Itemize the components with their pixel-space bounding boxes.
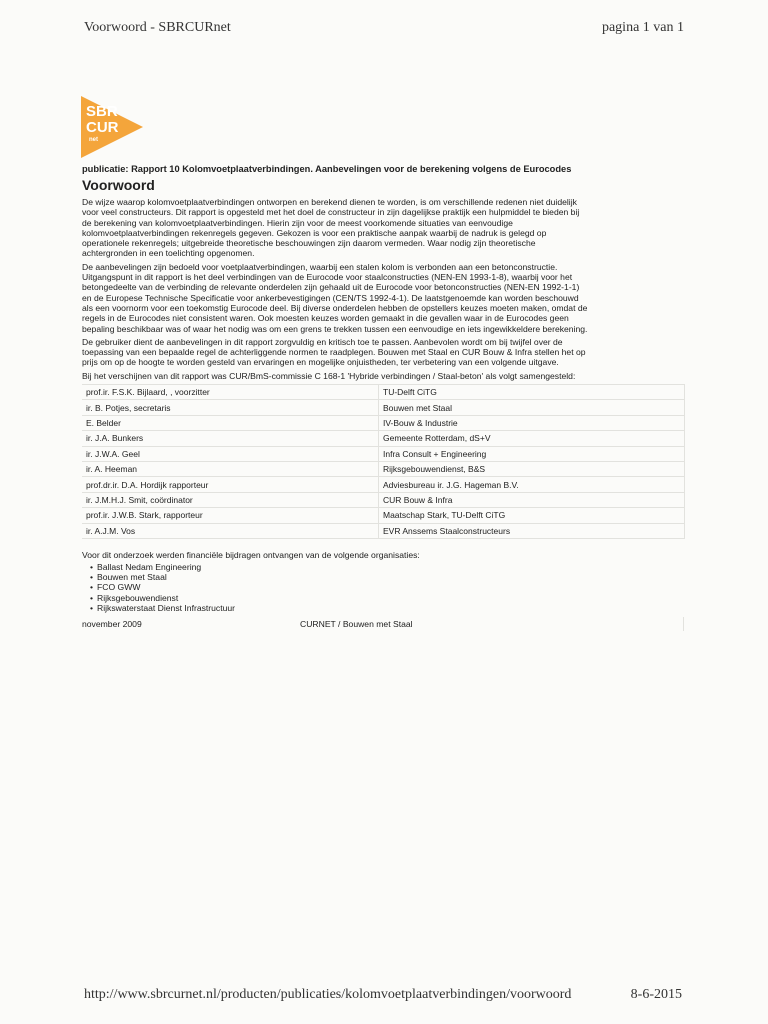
paragraph-line: Uitgangspunt in dit rapport is het deel verbindingen van de Eurocode voor staalconstructies (NEN-EN 1993-1-8), waarbij voor het — [82, 272, 573, 283]
publication-line: publicatie: Rapport 10 Kolomvoetplaatverbindingen. Aanbevelingen voor de berekening volgens de Eurocodes — [82, 164, 572, 174]
committee-row — [82, 508, 685, 523]
funding-organisation: • Rijkswaterstaat Dienst Infrastructuur — [90, 603, 684, 613]
committee-row — [82, 477, 685, 492]
committee-member-organisation: Bouwen met Staal — [379, 400, 685, 415]
publication-footer-row — [82, 617, 684, 631]
committee-member-organisation: Maatschap Stark, TU-Delft CiTG — [379, 508, 685, 523]
logo-text-cur: CUR — [86, 119, 119, 136]
paragraph-line: voor veel constructeurs. Dit rapport is opgesteld met het doel de constructeur in zijn dagelijkse praktijk een hulpmiddel te bieden bij — [82, 207, 580, 218]
funding-organisation: • Bouwen met Staal — [90, 572, 684, 582]
paragraph-line: de berekening van kolomvoetplaatverbindingen. Hierin zijn voor de meest voorkomende situaties van eenvoudige — [82, 217, 513, 228]
paragraph — [82, 337, 684, 368]
paragraph — [82, 371, 684, 381]
paragraph-line: operationele rekenregels; uitgebreide theoretische beschouwingen zijn daarom vermeden. Waar nodig zijn theoretische — [82, 238, 536, 249]
committee-member-name: ir. J.A. Bunkers — [82, 431, 379, 446]
committee-member-name: prof.ir. J.W.B. Stark, rapporteur — [82, 508, 379, 523]
committee-member-organisation: CUR Bouw & Infra — [379, 492, 685, 507]
paragraph-line: prijs om op de hoogte te worden gesteld van ervaringen en mogelijke onjuistheden, ter verbetering van een volgende uitgave. — [82, 357, 559, 368]
committee-row — [82, 523, 685, 538]
paragraph-line: en de Europese Technische Specificatie voor ankerbevestigingen (CEN/TS 1992-4-1). De laatstgenoemde kan worden beschouwd — [82, 292, 579, 303]
page-indicator: pagina 1 van 1 — [601, 20, 684, 35]
committee-row — [82, 415, 685, 430]
document-content — [82, 164, 684, 631]
committee-member-name: ir. J.M.H.J. Smit, coördinator — [82, 492, 379, 507]
committee-member-organisation: Infra Consult + Engineering — [379, 446, 685, 461]
committee-member-name: E. Belder — [82, 415, 379, 430]
committee-row — [82, 400, 685, 415]
page-heading: Voorwoord — [82, 177, 155, 193]
committee-member-name: ir. A.J.M. Vos — [82, 523, 379, 538]
foreword-text — [82, 197, 684, 381]
paragraph — [82, 197, 684, 259]
paragraph-line: De aanbevelingen zijn bedoeld voor voetplaatverbindingen, waarbij een stalen kolom is verbonden aan een betonconstructie. — [82, 261, 558, 272]
committee-member-organisation: TU-Delft CiTG — [379, 385, 685, 400]
paragraph-line: regels in de Eurocodes niet consistent waren. Ook moesten keuzes worden gemaakt in die gevallen waar in de Eurocodes geen — [82, 313, 569, 324]
funding-list — [90, 562, 684, 613]
paragraph-line: als een voornorm voor een toekomstig Eurocode deel. Bij diverse onderdelen hebben de opstellers keuzes moeten maken, omdat de — [82, 302, 588, 313]
committee-table — [82, 384, 685, 539]
paragraph — [82, 262, 684, 334]
committee-member-name: ir. J.W.A. Geel — [82, 446, 379, 461]
logo-text-sbr: SBR — [86, 103, 118, 120]
funding-intro: Voor dit onderzoek werden financiële bijdragen ontvangen van de volgende organisaties: — [82, 549, 420, 560]
committee-row — [82, 446, 685, 461]
paragraph-line: achtergronden in een toelichting opgenomen. — [82, 248, 255, 259]
funding-organisation: • FCO GWW — [90, 582, 684, 592]
paragraph-line: Bij het verschijnen van dit rapport was CUR/BmS-commissie C 168-1 'Hybride verbindingen / Staal-beton' als volgt samengesteld: — [82, 370, 576, 381]
paragraph-line: kolomvoetplaatverbindingen rekenregels gegeven. Gekozen is voor een praktische aanpak waarbij de nadruk is gelegd op — [82, 227, 547, 238]
paragraph-line: toepassing van een bepaalde regel de achterliggende normen te raadplegen. Bouwen met Staal en CUR Bouw & Infra stellen het op — [82, 347, 586, 358]
publisher: CURNET / Bouwen met Staal — [300, 618, 413, 629]
funding-organisation: • Ballast Nedam Engineering — [90, 562, 684, 572]
paragraph-line: betongedeelte van de verbinding de relevante onderdelen zijn gehaald uit de Eurocode voor betonconstructies (NEN-EN 1992-1-1) — [82, 282, 580, 293]
committee-member-name: prof.dr.ir. D.A. Hordijk rapporteur — [82, 477, 379, 492]
paragraph-line: De wijze waarop kolomvoetplaatverbindingen ontworpen en berekend dienen te worden, is om verschillende redenen niet duidelijk — [82, 197, 577, 207]
logo-text-net: net — [89, 137, 98, 143]
committee-member-organisation: Adviesbureau ir. J.G. Hageman B.V. — [379, 477, 685, 492]
committee-row — [82, 431, 685, 446]
committee-member-name: ir. B. Potjes, secretaris — [82, 400, 379, 415]
committee-member-organisation: Gemeente Rotterdam, dS+V — [379, 431, 685, 446]
committee-member-organisation: IV-Bouw & Industrie — [379, 415, 685, 430]
footer-url: http://www.sbrcurnet.nl/producten/publicaties/kolomvoetplaatverbindingen/voorwoord — [84, 987, 572, 1002]
committee-row — [82, 462, 685, 477]
committee-member-name: ir. A. Heeman — [82, 462, 379, 477]
committee-row — [82, 385, 685, 400]
committee-row — [82, 492, 685, 507]
committee-member-organisation: Rijksgebouwendienst, B&S — [379, 462, 685, 477]
funding-organisation: • Rijksgebouwendienst — [90, 593, 684, 603]
footer-date: 8-6-2015 — [630, 987, 682, 1002]
committee-member-organisation: EVR Anssems Staalconstructeurs — [379, 523, 685, 538]
committee-member-name: prof.ir. F.S.K. Bijlaard, , voorzitter — [82, 385, 379, 400]
sbrcurnet-logo — [81, 96, 143, 158]
publication-date: november 2009 — [82, 618, 142, 629]
paragraph-line: bepaling beschikbaar was of waar het nodig was om een grens te trekken tussen een eenvoudige en iets ingewikkeldere berekening. — [82, 323, 588, 334]
browser-page-title: Voorwoord - SBRCURnet — [84, 20, 231, 35]
paragraph-line: De gebruiker dient de aanbevelingen in dit rapport zorgvuldig en kritisch toe te passen. Aanbevolen wordt om bij twijfel over de — [82, 336, 563, 347]
